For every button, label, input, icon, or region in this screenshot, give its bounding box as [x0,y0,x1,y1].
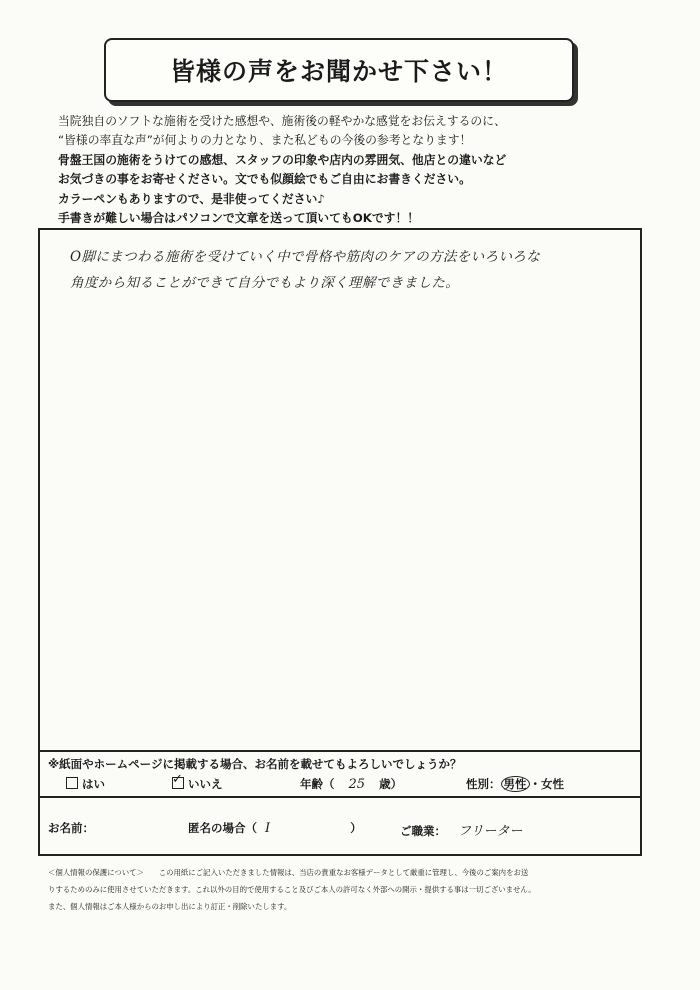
gender-field[interactable] [466,776,564,792]
intro-text [58,112,648,228]
anonymous-value: I [265,821,271,836]
intro-line: 骨盤王国の施術をうけての感想、スタッフの印象や店内の雰囲気、他店との違いなど [58,152,507,167]
age-field[interactable] [300,776,402,792]
privacy-line: りするためのみに使用させていただきます。これ以外の目的で使用すること及びご本人の許可なく外部への開示・提供する事は一切ございません。 [48,885,536,894]
handwritten-comment [70,244,640,296]
no-label: いいえ [188,777,223,791]
privacy-line: また、個人情報はご本人様からのお申し出により訂正・削除いたします。 [48,902,292,911]
consent-no-option[interactable] [172,776,223,792]
page-title: 皆様の声をお聞かせ下さい！ [104,38,574,102]
privacy-line: ＜個人情報の保護について＞ この用紙にご記入いただきました情報は、当店の貴重なお客様データとして厳重に管理し、今後のご案内をお送 [48,868,529,877]
intro-line: 当院独自のソフトな施術を受けた感想や、施術後の軽やかな感覚をお伝えするのに、 [58,114,506,128]
gender-female-option[interactable]: 女性 [541,777,564,791]
gender-male-option[interactable]: 男性 [501,776,530,792]
comment-line: 角度から知ることができて自分でもより深く理解できました。 [70,275,460,291]
age-value: 25 [348,777,366,792]
occupation-value: フリーター [458,824,523,839]
name-row [40,800,640,852]
gender-label: 性別： [466,777,501,791]
survey-form [38,228,642,856]
yes-label: はい [82,777,105,791]
consent-yes-option[interactable] [66,776,105,792]
intro-line: 手書きが難しい場合はパソコンで文章を送って頂いてもOKです！！ [58,211,420,226]
occupation-field[interactable] [400,820,523,839]
comment-line: O脚にまつわる施術を受けていく中で骨格や筋肉のケアの方法をいろいろな [70,249,541,265]
comment-area[interactable] [40,230,640,752]
no-checkbox[interactable] [172,777,184,789]
gender-separator: ・ [529,777,541,791]
consent-question: ※紙面やホームページに掲載する場合、お名前を載せてもよろしいでしょうか？ [48,757,462,771]
age-label: 年齢（ [300,777,335,791]
consent-row [40,774,640,798]
occupation-label: ご職業： [400,824,446,838]
yes-checkbox[interactable] [66,777,78,789]
name-label: お名前： [48,821,94,835]
intro-line: お気づきの事をお寄せください。文でも似顔絵でもご自由にお書きください。 [58,172,471,187]
anonymous-name-field[interactable] [188,820,362,836]
intro-line: “皆様の率直な声”が何よりの力となり、また私どもの今後の参考となります！ [58,133,472,148]
intro-line: カラーペンもありますので、是非使ってください♪ [58,191,325,206]
anonymous-label: 匿名の場合（ [188,821,257,835]
privacy-notice [48,864,658,915]
anonymous-close: ） [350,821,362,835]
age-suffix: 歳） [379,777,403,791]
